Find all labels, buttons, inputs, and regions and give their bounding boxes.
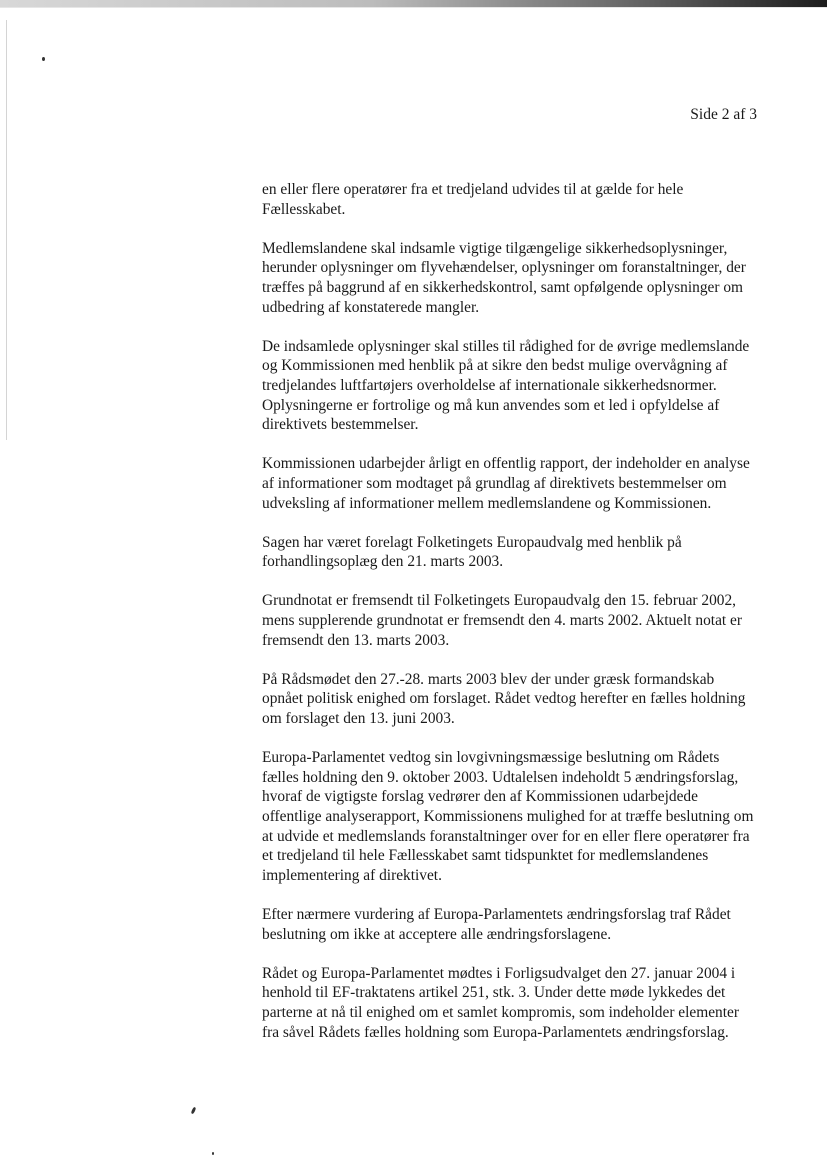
scan-speck (191, 1107, 197, 1115)
paragraph: Rådet og Europa-Parlamentet mødtes i Forligsudvalget den 27. januar 2004 i henhold til EF-traktatens artikel 251, stk. 3. Under dette møde lykkedes det parterne at nå til enighed om et samlet kompromis, som indeholder elementer fra såvel Rådets fælles holdning som Europa-Parlamentets ændringsforslag. (262, 964, 739, 1041)
scan-speck (212, 1152, 214, 1155)
paragraph: Medlemslandene skal indsamle vigtige tilgængelige sikkerhedsoplysninger, herunder oplysninger om flyvehændelser, oplysninger om foranstaltninger, der træffes på baggrund af en sikkerhedskontrol, samt opfølgende oplysninger om udbedring af konstaterede mangler. (262, 239, 746, 316)
scan-top-edge-line (0, 7, 827, 8)
paragraph: Europa-Parlamentet vedtog sin lovgivningsmæssige beslutning om Rådets fælles holdning den 9. oktober 2003. Udtalelsen indeholdt 5 ændringsforslag, hvoraf de vigtigste forslag vedrører den af Kommissionen udarbejdede offentlige analyserapport, Kommissionens mulighed for at træffe beslutning om at udvide et medlemslands foranstaltninger over for en eller flere operatører fra et tredjeland til hele Fællesskabet samt tidspunktet for medlemslandenes implementering af direktivet. (262, 749, 754, 884)
page-number: Side 2 af 3 (690, 106, 757, 123)
document-body (262, 180, 755, 1062)
scan-top-edge (0, 0, 827, 7)
paragraph: Sagen har været forelagt Folketingets Europaudvalg med henblik på forhandlingsoplæg den 21. marts 2003. (262, 533, 682, 571)
scan-speck (42, 57, 45, 61)
paragraph: De indsamlede oplysninger skal stilles til rådighed for de øvrige medlemslande og Kommissionen med henblik på at sikre den bedst mulige overvågning af tredjelandes luftfartøjers overholdelse af internationale sikkerhedsnormer. Oplysningerne er fortrolige og må kun anvendes som et led i opfyldelse af direktivets bestemmelser. (262, 337, 750, 434)
paragraph: På Rådsmødet den 27.-28. marts 2003 blev der under græsk formandskab opnået politisk enighed om forslaget. Rådet vedtog herefter en fælles holdning om forslaget den 13. juni 2003. (262, 670, 746, 728)
paragraph: en eller flere operatører fra et tredjeland udvides til at gælde for hele Fællesskabet. (262, 181, 684, 218)
scan-left-edge (6, 20, 7, 440)
paragraph: Grundnotat er fremsendt til Folketingets Europaudvalg den 15. februar 2002, mens supplerende grundnotat er fremsendt den 4. marts 2002. Aktuelt notat er fremsendt den 13. marts 2003. (262, 592, 742, 649)
paragraph: Efter nærmere vurdering af Europa-Parlamentets ændringsforslag traf Rådet beslutning om ikke at acceptere alle ændringsforslagene. (262, 905, 731, 943)
paragraph: Kommissionen udarbejder årligt en offentlig rapport, der indeholder en analyse af informationer som modtaget på grundlag af direktivets bestemmelser om udveksling af informationer mellem medlemslandene og Kommissionen. (262, 455, 750, 512)
